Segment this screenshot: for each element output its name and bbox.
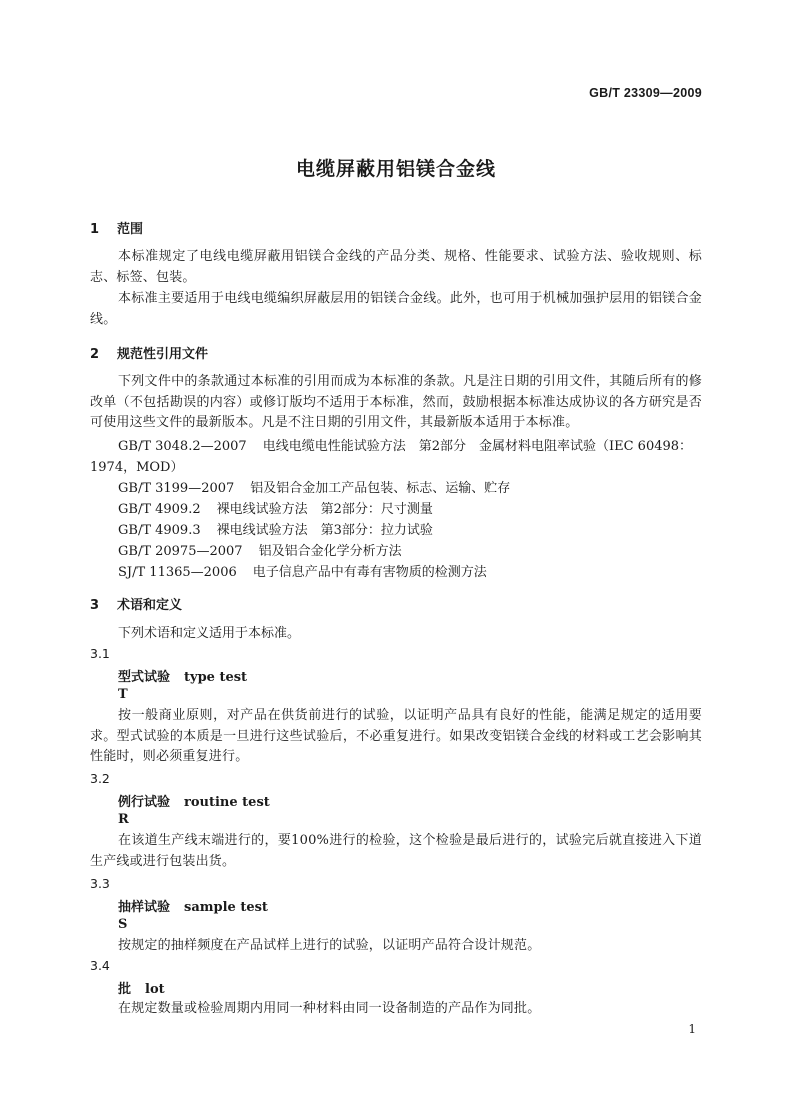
scope-paragraph-2: 本标准主要适用于电线电缆编织屏蔽层用的铝镁合金线。此外，也可用于机械加强护层用的铝镁合金线。 [90,291,702,327]
term-heading [118,896,268,915]
reference-title: 裸电线试验方法 第3部分：拉力试验 [216,523,433,538]
reference-code: SJ/T 11365—2006 [118,565,237,580]
term-definition: 按规定的抽样频度在产品试样上进行的试验，以证明产品符合设计规范。 [118,938,541,953]
normative-refs-intro: 下列文件中的条款通过本标准的引用而成为本标准的条款。凡是注日期的引用文件，其随后所有的修改单（不包括勘误的内容）或修订版均不适用于本标准，然而，鼓励根据本标准达成协议的各方研究是否可使用这些文件的最新版本。凡是不注日期的引用文件，其最新版本适用于本标准。 [90,374,702,430]
section-number: 3 [90,598,100,613]
reference-title: 铝及铝合金加工产品包装、标志、运输、贮存 [250,481,511,496]
section-1-heading [90,218,143,237]
term-heading [118,666,247,685]
clause-number: 3.3 [90,876,110,891]
scope-paragraph-1: 本标准规定了电线电缆屏蔽用铝镁合金线的产品分类、规格、性能要求、试验方法、验收规则、标志、标签、包装。 [90,249,702,285]
clause-number: 3.1 [90,646,110,661]
section-number: 2 [90,347,100,362]
reference-title: 电子信息产品中有毒有害物质的检测方法 [252,565,487,580]
terms-intro: 下列术语和定义适用于本标准。 [118,626,301,641]
reference-code: GB/T 20975—2007 [118,544,243,559]
term-abbreviation: S [118,917,128,932]
standard-code: GB/T 23309—2009 [589,86,702,100]
reference-item [118,477,510,496]
term-chinese: 抽样试验 [118,900,171,915]
section-2-heading [90,343,208,362]
reference-item [118,540,402,559]
term-abbreviation: R [118,812,129,827]
reference-code: GB/T 4909.3 [118,523,201,538]
term-chinese: 批 [118,982,132,997]
reference-item [118,498,433,517]
clause-number: 3.4 [90,958,110,973]
reference-item-continuation: 1974，MOD） [90,460,184,475]
reference-code: GB/T 4909.2 [118,502,201,517]
clause-number: 3.2 [90,771,110,786]
section-title: 术语和定义 [117,598,183,613]
reference-title: 裸电线试验方法 第2部分：尺寸测量 [216,502,433,517]
reference-code: GB/T 3199—2007 [118,481,235,496]
term-definition: 按一般商业原则，对产品在供货前进行的试验，以证明产品具有良好的性能，能满足规定的适用要求。型式试验的本质是一旦进行这些试验后，不必重复进行。如果改变铝镁合金线的材料或工艺会影响其性能时，则必须重复进行。 [90,708,702,764]
term-chinese: 型式试验 [118,670,171,685]
page-number: 1 [688,1022,696,1036]
term-definition: 在规定数量或检验周期内用同一种材料由同一设备制造的产品作为同批。 [118,1001,541,1016]
term-heading [118,791,270,810]
term-english: sample test [184,900,268,915]
section-3-heading [90,594,182,613]
reference-item [118,435,692,454]
term-english: routine test [184,795,270,810]
term-chinese: 例行试验 [118,795,171,810]
term-english: lot [145,982,165,997]
term-heading [118,978,165,997]
term-english: type test [184,670,248,685]
reference-item [118,519,433,538]
document-title: 电缆屏蔽用铝镁合金线 [295,158,496,180]
reference-title: 铝及铝合金化学分析方法 [258,544,402,559]
section-title: 范围 [117,222,144,237]
term-definition: 在该道生产线末端进行的，要100%进行的检验，这个检验是最后进行的，试验完后就直接进入下道生产线或进行包装出货。 [90,833,702,869]
section-number: 1 [90,222,100,237]
reference-title: 电线电缆电性能试验方法 第2部分 金属材料电阻率试验（IEC 60498： [262,439,693,454]
reference-item [118,561,487,580]
section-title: 规范性引用文件 [117,347,209,362]
reference-code: GB/T 3048.2—2007 [118,439,247,454]
term-abbreviation: T [118,687,128,702]
